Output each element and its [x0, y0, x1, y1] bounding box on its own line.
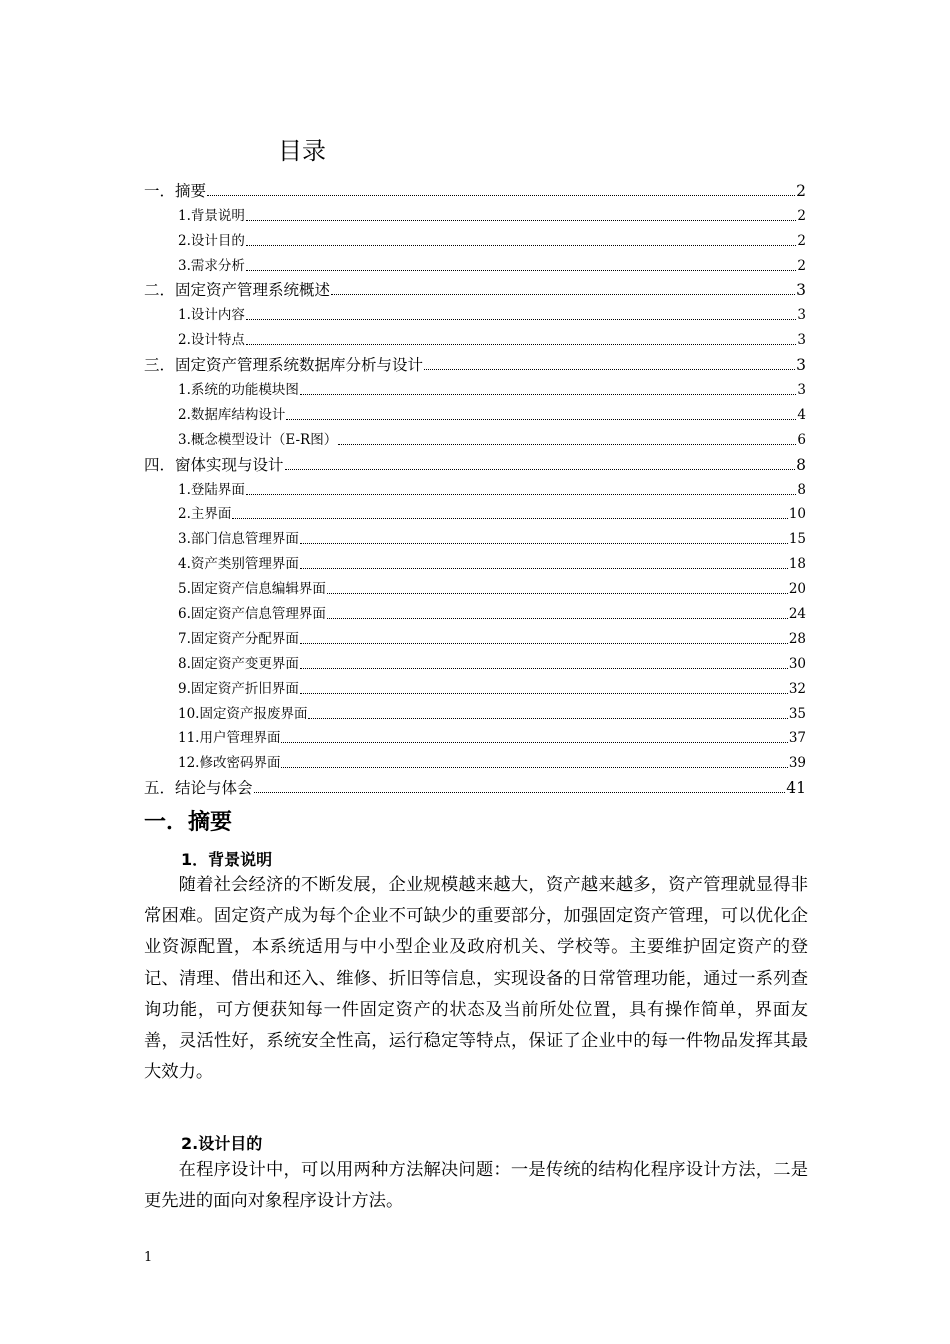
toc-entry-page: 24 — [788, 606, 806, 623]
toc-entry[interactable] — [144, 499, 806, 524]
toc-entry-page: 2 — [797, 232, 806, 249]
toc-entry[interactable] — [144, 772, 806, 797]
toc-entry[interactable] — [144, 250, 806, 275]
toc-entry[interactable] — [144, 648, 806, 673]
toc-entry-page: 2 — [797, 257, 806, 274]
toc-leader-dots — [300, 542, 788, 544]
toc-entry-page: 6 — [797, 431, 806, 448]
toc-leader-dots — [281, 766, 787, 768]
paragraph-background: 随着社会经济的不断发展，企业规模越来越大，资产越来越多，资产管理就显得非常困难。固定资产成为每个企业不可缺少的重要部分，加强固定资产管理，可以优化企业资源配置，本系统适用与中小型企业及政府机关、学校等。主要维护固定资产的登记、清理、借出和还入、维修、折旧等信息，实现设备的日常管理功能，通过一系列查询功能，可方便获知每一件固定资产的状态及当前所处位置，具有操作简单，界面友善，灵活性好，系统安全性高，运行稳定等特点，保证了企业中的每一件物品发挥其最大效力。 — [144, 875, 808, 1083]
toc-leader-dots — [300, 567, 788, 569]
toc-entry-text: 3.概念模型设计（E-R图） — [178, 431, 338, 448]
toc-entry-page: 28 — [788, 630, 806, 647]
toc-entry-text: 3.需求分析 — [178, 257, 245, 274]
toc-entry-text: 四．窗体实现与设计 — [144, 455, 284, 474]
toc-entry-text: 1.背景说明 — [178, 207, 245, 224]
toc-entry-text: 10.固定资产报废界面 — [178, 705, 308, 722]
toc-entry[interactable] — [144, 299, 806, 324]
toc-leader-dots — [327, 592, 788, 594]
toc-leader-dots — [254, 791, 786, 793]
toc-entry[interactable] — [144, 623, 806, 648]
toc-entry-page: 35 — [788, 705, 806, 722]
toc-entry-text: 11.用户管理界面 — [178, 730, 281, 747]
toc-entry-text: 一．摘要 — [144, 181, 207, 200]
toc-entry-text: 五．结论与体会 — [144, 779, 253, 798]
toc-entry-page: 3 — [797, 382, 806, 399]
toc-entry-page: 2 — [797, 207, 806, 224]
toc-entry-text: 5.固定资产信息编辑界面 — [178, 581, 326, 598]
toc-entry-page: 3 — [796, 281, 806, 300]
toc-entry-page: 10 — [788, 506, 806, 523]
toc-entry-text: 12.修改密码界面 — [178, 755, 281, 772]
toc-entry-page: 32 — [788, 680, 806, 697]
toc-entry-page: 37 — [788, 730, 806, 747]
toc-leader-dots — [207, 194, 795, 196]
toc-entry-page: 20 — [788, 581, 806, 598]
toc-entry-text: 2.设计目的 — [178, 232, 245, 249]
toc-leader-dots — [424, 368, 795, 370]
toc-entry-page: 8 — [797, 481, 806, 498]
toc-entry-page: 4 — [797, 406, 806, 423]
toc-entry[interactable] — [144, 573, 806, 598]
toc-entry[interactable] — [144, 698, 806, 723]
toc-entry-text: 1.登陆界面 — [178, 481, 245, 498]
toc-entry-page: 8 — [796, 455, 806, 474]
toc-entry[interactable] — [144, 275, 806, 300]
toc-entry-page: 41 — [786, 779, 806, 798]
toc-entry[interactable] — [144, 673, 806, 698]
toc-entry[interactable] — [144, 374, 806, 399]
toc-entry[interactable] — [144, 225, 806, 250]
toc-entry[interactable] — [144, 349, 806, 374]
subsection-heading-background: 1．背景说明 — [181, 850, 273, 869]
toc-entry-page: 15 — [788, 531, 806, 548]
toc-leader-dots — [246, 343, 797, 345]
toc-entry-text: 6.固定资产信息管理界面 — [178, 606, 326, 623]
toc-leader-dots — [327, 617, 788, 619]
toc-entry-text: 1.设计内容 — [178, 307, 245, 324]
subsection-heading-design-goal: 2.设计目的 — [181, 1134, 263, 1153]
toc-entry[interactable] — [144, 523, 806, 548]
toc-entry-page: 3 — [796, 356, 806, 375]
toc-leader-dots — [246, 244, 797, 246]
toc-entry[interactable] — [144, 723, 806, 748]
toc-leader-dots — [300, 692, 788, 694]
toc-entry[interactable] — [144, 548, 806, 573]
toc-entry[interactable] — [144, 324, 806, 349]
toc-entry-text: 2.设计特点 — [178, 332, 245, 349]
toc-entry[interactable] — [144, 200, 806, 225]
toc-leader-dots — [286, 418, 796, 420]
toc-entry-text: 2.主界面 — [178, 506, 232, 523]
toc-leader-dots — [300, 393, 797, 395]
toc-leader-dots — [308, 717, 787, 719]
toc-entry[interactable] — [144, 424, 806, 449]
toc-entry-text: 2.数据库结构设计 — [178, 406, 286, 423]
toc-entry[interactable] — [144, 449, 806, 474]
table-of-contents — [144, 175, 806, 797]
toc-entry[interactable] — [144, 175, 806, 200]
toc-entry-text: 7.固定资产分配界面 — [178, 630, 299, 647]
toc-entry-page: 2 — [796, 181, 806, 200]
toc-entry[interactable] — [144, 474, 806, 499]
toc-leader-dots — [281, 741, 787, 743]
toc-entry-text: 二．固定资产管理系统概述 — [144, 281, 331, 300]
toc-entry-text: 三．固定资产管理系统数据库分析与设计 — [144, 356, 424, 375]
toc-entry-page: 30 — [788, 655, 806, 672]
toc-entry[interactable] — [144, 747, 806, 772]
toc-entry-text: 9.固定资产折旧界面 — [178, 680, 299, 697]
section-heading-summary: 一．摘要 — [144, 810, 233, 835]
toc-entry-text: 4.资产类别管理界面 — [178, 556, 299, 573]
toc-leader-dots — [246, 269, 797, 271]
toc-leader-dots — [300, 667, 788, 669]
toc-leader-dots — [246, 219, 797, 221]
toc-entry-page: 3 — [797, 307, 806, 324]
page-number: 1 — [144, 1250, 153, 1265]
paragraph-design-goal: 在程序设计中，可以用两种方法解决问题：一是传统的结构化程序设计方法，二是更先进的面向对象程序设计方法。 — [144, 1160, 808, 1212]
toc-leader-dots — [338, 443, 796, 445]
toc-entry-text: 8.固定资产变更界面 — [178, 655, 299, 672]
toc-entry[interactable] — [144, 399, 806, 424]
toc-leader-dots — [285, 468, 796, 470]
toc-entry-page: 18 — [788, 556, 806, 573]
toc-entry-page: 3 — [797, 332, 806, 349]
toc-title: 目录 — [278, 137, 326, 165]
toc-entry-text: 3.部门信息管理界面 — [178, 531, 299, 548]
toc-leader-dots — [232, 517, 787, 519]
toc-leader-dots — [246, 318, 797, 320]
toc-entry-text: 1.系统的功能模块图 — [178, 382, 299, 399]
toc-entry[interactable] — [144, 598, 806, 623]
toc-leader-dots — [331, 293, 795, 295]
toc-entry-page: 39 — [788, 755, 806, 772]
toc-leader-dots — [300, 642, 788, 644]
toc-leader-dots — [246, 493, 797, 495]
